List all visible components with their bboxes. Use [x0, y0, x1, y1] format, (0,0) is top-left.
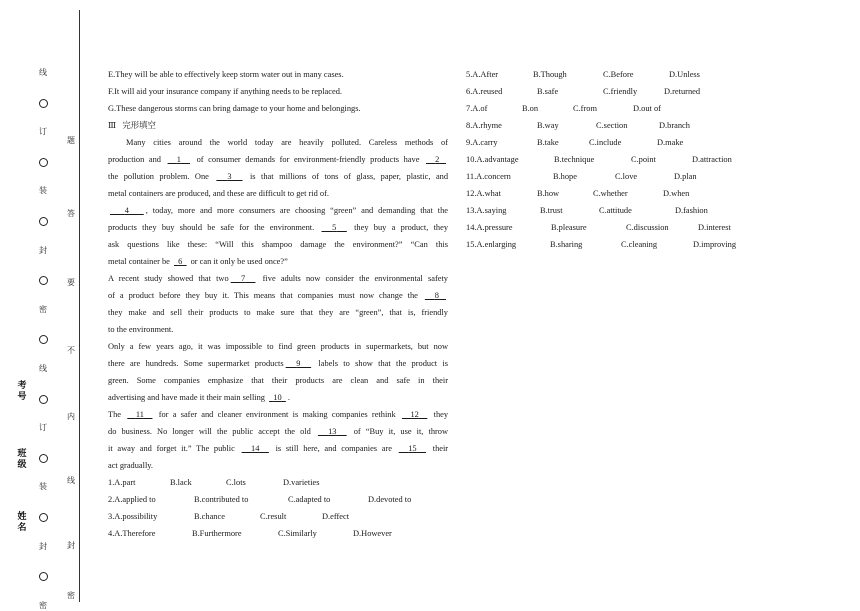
- option-c: C.Before: [603, 70, 634, 79]
- option-b: B.technique: [554, 155, 595, 164]
- binding-char: 内: [67, 412, 75, 421]
- option-c: C.result: [260, 512, 287, 521]
- blank-13: [316, 427, 349, 436]
- option-b: B.how: [537, 189, 560, 198]
- option-b: B.pleasure: [551, 223, 587, 232]
- binding-circle: [39, 395, 48, 404]
- passage-line: [108, 202, 448, 219]
- binding-circle: [39, 454, 48, 463]
- blank-number: 6: [178, 257, 183, 266]
- blank-number: 13: [328, 427, 337, 436]
- binding-char: 装: [39, 482, 47, 492]
- passage-text: they: [433, 410, 448, 419]
- option-c: C.love: [615, 172, 638, 181]
- option-a: 4.A.Therefore: [108, 529, 156, 538]
- passage-text: production and: [108, 155, 161, 164]
- binding-margin: [0, 0, 82, 608]
- blank-15: [397, 444, 428, 453]
- binding-circle: [39, 572, 48, 581]
- option-c: C.point: [631, 155, 656, 164]
- blank-number: 12: [410, 410, 419, 419]
- passage-text: advertising and have made it their main selling: [108, 393, 265, 402]
- option-a: 15.A.enlarging: [466, 240, 517, 249]
- question-options: [466, 134, 826, 151]
- blank-number: 8: [434, 291, 439, 300]
- blank-14: [240, 444, 271, 453]
- option-d: D.fashion: [675, 206, 708, 215]
- option-a: 13.A.saying: [466, 206, 507, 215]
- sentence-e: E.They will be able to effectively keep storm water out in many cases.: [108, 70, 344, 79]
- passage-text: is still here, and companies are: [275, 444, 392, 453]
- option-b: B.chance: [194, 512, 225, 521]
- passage-text: .: [287, 393, 290, 402]
- binding-circle: [39, 217, 48, 226]
- option-c: C.Similarly: [278, 529, 317, 538]
- sentence-g: G.These dangerous storms can bring damage to your home and belongings.: [108, 104, 361, 113]
- passage-text: The: [108, 410, 122, 419]
- passage-text: of “Buy it, use it, throw: [353, 427, 448, 436]
- blank-2: [424, 155, 448, 164]
- option-d: D.However: [353, 529, 392, 538]
- passage-line: they make and sell their products to make sure that they are “green”, that is, friendly: [108, 308, 448, 317]
- option-c: C.discussion: [626, 223, 669, 232]
- binding-char: 密: [39, 600, 47, 610]
- blank-number: 15: [408, 444, 417, 453]
- option-c: C.include: [589, 138, 622, 147]
- binding-char: 题: [67, 136, 75, 145]
- passage-text: or can it only be used once?”: [190, 257, 288, 266]
- option-d: D.interest: [698, 223, 731, 232]
- passage-text: the pollution problem. One: [108, 172, 209, 181]
- option-a: 11.A.concern: [466, 172, 511, 181]
- blank-number: 9: [296, 359, 301, 368]
- binding-char: 封: [39, 541, 47, 551]
- exam-number-label: 考号: [17, 381, 27, 402]
- blank-number: 3: [227, 172, 232, 181]
- passage-line: to the environment.: [108, 325, 174, 334]
- question-options: [108, 525, 448, 542]
- binding-char: 要: [67, 278, 75, 287]
- option-d: D.out of: [633, 104, 661, 113]
- option-b: B.take: [537, 138, 559, 147]
- blank-number: 4: [124, 206, 129, 215]
- blank-3: [214, 172, 244, 181]
- option-b: B.safe: [537, 87, 559, 96]
- passage-text: is that millions of tons of glass, paper, plastic, and: [249, 172, 448, 181]
- option-b: B.sharing: [550, 240, 583, 249]
- blank-5: [320, 223, 349, 232]
- question-options: [466, 66, 826, 83]
- blank-6: [172, 257, 189, 266]
- option-a: 12.A.what: [466, 189, 501, 198]
- option-a: 5.A.After: [466, 70, 499, 79]
- blank-8: [423, 291, 448, 300]
- binding-char: 密: [39, 304, 47, 314]
- blank-11: [125, 410, 154, 419]
- option-c: C.cleaning: [621, 240, 658, 249]
- option-b: B.contributed to: [194, 495, 249, 504]
- name-label: 姓名: [17, 512, 27, 533]
- option-a: 7.A.of: [466, 104, 488, 113]
- passage-line: [108, 270, 448, 287]
- passage-text: , today, more and more consumers are choosing “green” and demanding that the: [145, 206, 448, 215]
- passage-line: [108, 440, 448, 457]
- question-options: [108, 491, 448, 508]
- option-d: D.varieties: [283, 478, 320, 487]
- question-options: [466, 185, 826, 202]
- binding-char: 答: [67, 209, 75, 218]
- blank-number: 2: [435, 155, 440, 164]
- binding-circle: [39, 99, 48, 108]
- option-d: D.when: [663, 189, 690, 198]
- options-left: [108, 474, 448, 542]
- binding-char: 订: [39, 423, 47, 433]
- passage-line: act gradually.: [108, 461, 154, 470]
- blank-7: [229, 274, 258, 283]
- passage-text: A recent study showed that two: [108, 274, 229, 283]
- binding-char: 订: [39, 127, 47, 137]
- binding-circle: [39, 158, 48, 167]
- option-c: C.attitude: [599, 206, 632, 215]
- passage-line: [108, 219, 448, 236]
- binding-char: 不: [67, 346, 75, 355]
- question-options: [466, 168, 826, 185]
- option-d: D.branch: [659, 121, 690, 130]
- blank-number: 7: [240, 274, 246, 283]
- left-column: [108, 66, 448, 542]
- passage-text: of a product before they buy it. This means that companies must now change the: [108, 291, 418, 300]
- section-heading: Ⅲ 完形填空: [108, 121, 156, 130]
- option-c: C.section: [596, 121, 628, 130]
- passage-line: Many cities around the world today are heavily polluted. Careless methods of: [126, 138, 448, 147]
- option-c: C.from: [573, 104, 597, 113]
- passage-line: [108, 253, 448, 270]
- option-d: D.devoted to: [368, 495, 412, 504]
- passage-line: [108, 423, 448, 440]
- passage-text: it away and forget it.” The public: [108, 444, 235, 453]
- binding-line: [79, 10, 80, 602]
- class-label: 班级: [17, 449, 27, 470]
- option-a: 1.A.part: [108, 478, 136, 487]
- passage-text: do business. No longer will the public accept the old: [108, 427, 311, 436]
- option-b: B.Furthermore: [192, 529, 242, 538]
- option-d: D.returned: [664, 87, 701, 96]
- question-options: [466, 151, 826, 168]
- option-c: C.whether: [593, 189, 628, 198]
- question-options: [466, 219, 826, 236]
- blank-number: 5: [332, 223, 337, 232]
- option-d: D.improving: [693, 240, 737, 249]
- question-options: [466, 236, 826, 253]
- option-a: 3.A.possibility: [108, 512, 158, 521]
- options-right: [466, 66, 826, 253]
- option-a: 14.A.pressure: [466, 223, 513, 232]
- passage-line: ask questions like these: “Will this shampoo damage the environment?” “Can this: [108, 240, 448, 249]
- passage-text: labels to show that the product is: [318, 359, 448, 368]
- passage-text: of consumer demands for environment-friendly products have: [196, 155, 420, 164]
- binding-char: 装: [39, 186, 47, 196]
- blank-number: 1: [176, 155, 181, 164]
- option-b: B.lack: [170, 478, 192, 487]
- option-c: C.friendly: [603, 87, 638, 96]
- passage-line: [108, 389, 448, 406]
- passage-line: Only a few years ago, it was impossible to find green products in supermarkets, but now: [108, 342, 448, 351]
- blank-number: 10: [273, 393, 282, 402]
- passage-text: for a safer and cleaner environment is making companies rethink: [158, 410, 396, 419]
- option-b: B.hope: [553, 172, 577, 181]
- option-b: B.Though: [533, 70, 567, 79]
- question-options: [466, 100, 826, 117]
- blank-9: [284, 359, 313, 368]
- passage-line: [108, 406, 448, 423]
- question-options: [466, 117, 826, 134]
- blank-1: [166, 155, 193, 164]
- option-d: D.plan: [674, 172, 697, 181]
- binding-circle: [39, 513, 48, 522]
- blank-number: 11: [135, 410, 144, 419]
- sentence-f: F.It will aid your insurance company if anything needs to be replaced.: [108, 87, 342, 96]
- passage-line: [108, 287, 448, 304]
- binding-char: 线: [39, 364, 47, 373]
- passage-line: [108, 355, 448, 372]
- cloze-passage: [108, 134, 448, 474]
- option-c: C.lots: [226, 478, 246, 487]
- question-options: [466, 202, 826, 219]
- passage-text: metal container be: [108, 257, 170, 266]
- option-d: D.make: [657, 138, 684, 147]
- binding-char: 封: [39, 245, 47, 255]
- passage-text: products they buy should be safe for the environment.: [108, 223, 315, 232]
- passage-text: there are hundreds. Some supermarket products: [108, 359, 284, 368]
- passage-line: [108, 151, 448, 168]
- option-a: 9.A.carry: [466, 138, 498, 147]
- binding-circle: [39, 276, 48, 285]
- passage-line: metal containers are produced, and these are difficult to get rid of.: [108, 189, 329, 198]
- option-d: D.effect: [322, 512, 350, 521]
- option-c: C.adapted to: [288, 495, 331, 504]
- option-b: B.trust: [540, 206, 563, 215]
- binding-char: 线: [67, 476, 75, 485]
- blank-number: 14: [251, 444, 260, 453]
- option-a: 2.A.applied to: [108, 495, 156, 504]
- option-a: 6.A.reused: [466, 87, 503, 96]
- option-d: D.attraction: [692, 155, 732, 164]
- blank-12: [400, 410, 429, 419]
- question-options: [108, 508, 448, 525]
- passage-text: five adults now consider the environmental safety: [262, 274, 448, 283]
- passage-line: [108, 168, 448, 185]
- option-d: D.Unless: [669, 70, 700, 79]
- blank-4: [108, 206, 146, 215]
- binding-circle: [39, 335, 48, 344]
- option-b: B.on: [522, 104, 539, 113]
- passage-text: their: [432, 444, 448, 453]
- passage-line: green. Some companies emphasize that their products are clean and safe in their: [108, 376, 448, 385]
- option-a: 10.A.advantage: [466, 155, 519, 164]
- question-options: [466, 83, 826, 100]
- blank-10: [267, 393, 288, 402]
- option-a: 8.A.rhyme: [466, 121, 502, 130]
- binding-char: 封: [67, 541, 75, 550]
- question-options: [108, 474, 448, 491]
- binding-char: 线: [39, 68, 47, 77]
- passage-text: they buy a product, they: [354, 223, 448, 232]
- option-b: B.way: [537, 121, 559, 130]
- binding-char: 密: [67, 591, 75, 600]
